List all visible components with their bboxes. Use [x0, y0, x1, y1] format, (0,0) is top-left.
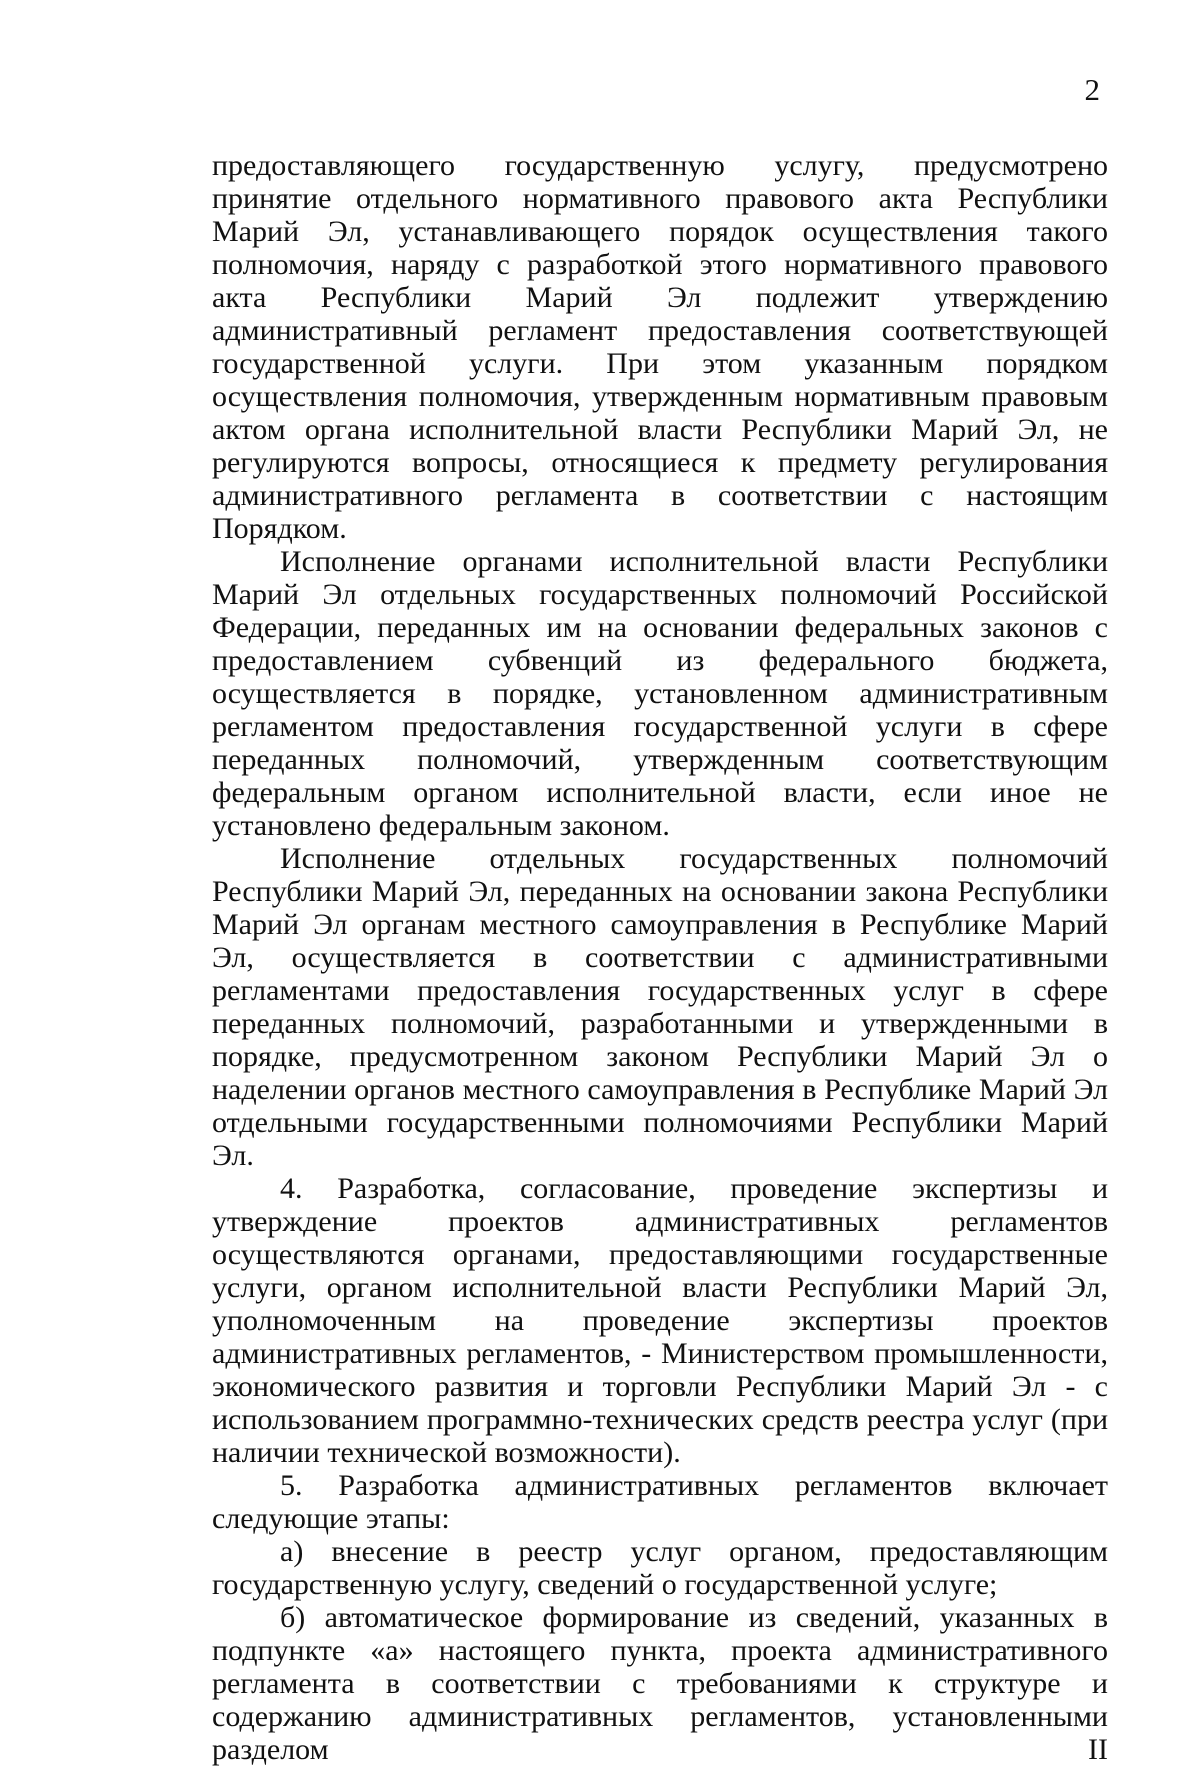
paragraph-item-5: 5. Разработка административных регламентов включает следующие этапы:: [212, 1469, 1108, 1535]
paragraph-local-self-government: Исполнение отдельных государственных полномочий Республики Марий Эл, переданных на основании закона Республики Марий Эл органам местного самоуправления в Республике Марий Эл, осуществляется в соответствии с административными регламентами предоставления государственных услуг в сфере переданных полномочий, разработанными и утвержденными в порядке, предусмотренном законом Республики Марий Эл о наделении органов местного самоуправления в Республике Марий Эл отдельными государственными полномочиями Республики Марий Эл.: [212, 842, 1108, 1172]
page-number: 2: [1084, 72, 1100, 107]
paragraph-subitem-a: а) внесение в реестр услуг органом, предоставляющим государственную услугу, сведений о государственной услуге;: [212, 1535, 1108, 1601]
paragraph-federal-powers: Исполнение органами исполнительной власти Республики Марий Эл отдельных государственных полномочий Российской Федерации, переданных им на основании федеральных законов с предоставлением субвенций из федерального бюджета, осуществляется в порядке, установленном административным регламентом предоставления государственной услуги в сфере переданных полномочий, утвержденным соответствующим федеральным органом исполнительной власти, если иное не установлено федеральным законом.: [212, 545, 1108, 842]
paragraph-continuation: предоставляющего государственную услугу, предусмотрено принятие отдельного нормативного правового акта Республики Марий Эл, устанавливающего порядок осуществления такого полномочия, наряду с разработкой этого нормативного правового акта Республики Марий Эл подлежит утверждению административный регламент предоставления соответствующей государственной услуги. При этом указанным порядком осуществления полномочия, утвержденным нормативным правовым актом органа исполнительной власти Республики Марий Эл, не регулируются вопросы, относящиеся к предмету регулирования административного регламента в соответствии с настоящим Порядком.: [212, 149, 1108, 545]
paragraph-item-4: 4. Разработка, согласование, проведение экспертизы и утверждение проектов административных регламентов осуществляются органами, предоставляющими государственные услуги, органом исполнительной власти Республики Марий Эл, уполномоченным на проведение экспертизы проектов административных регламентов, - Министерством промышленности, экономического развития и торговли Республики Марий Эл - с использованием программно-технических средств реестра услуг (при наличии технической возможности).: [212, 1172, 1108, 1469]
document-body: [212, 149, 1108, 1766]
paragraph-subitem-b: б) автоматическое формирование из сведений, указанных в подпункте «а» настоящего пункта, проекта административного регламента в соответствии с требованиями к структуре и содержанию административных регламентов, установленными разделом II: [212, 1601, 1108, 1766]
